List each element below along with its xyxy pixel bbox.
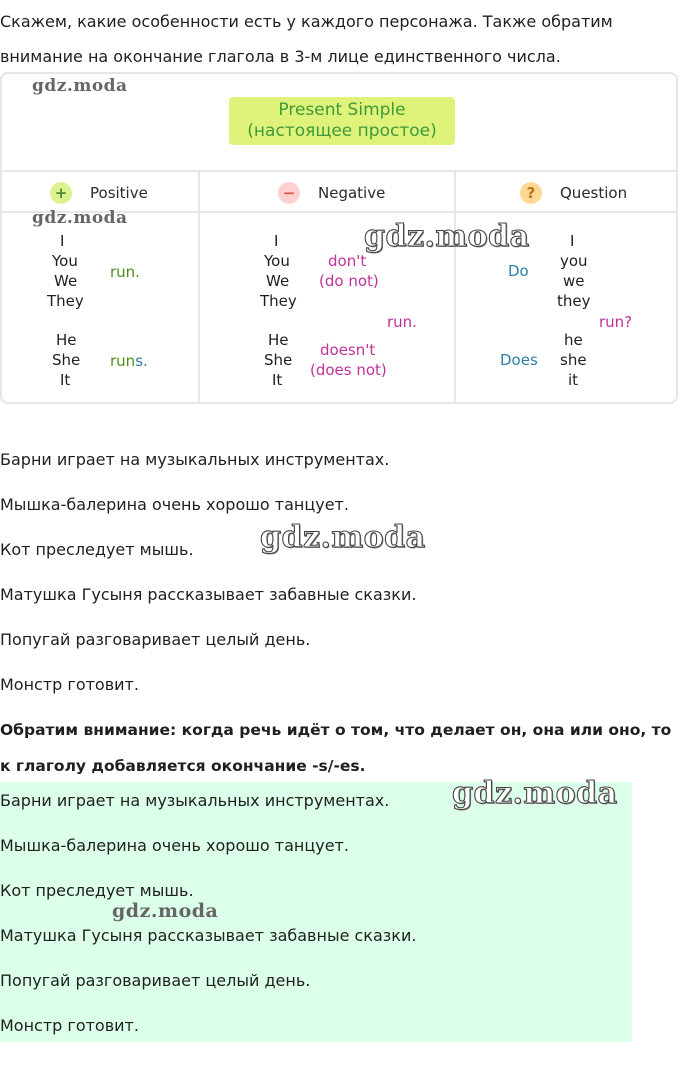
verb: run. — [110, 263, 140, 281]
watermark: gdz.moda — [364, 219, 530, 254]
sentence: Монстр готовит. — [0, 675, 139, 694]
table-title — [229, 97, 455, 145]
divider — [198, 171, 200, 404]
watermark: gdz.moda — [112, 900, 219, 922]
column-label: Positive — [90, 184, 148, 202]
pronoun: I — [570, 232, 575, 250]
column-header-negative — [278, 174, 385, 212]
pronoun: I — [274, 232, 279, 250]
verb-stem: run — [110, 352, 136, 370]
watermark: gdz.moda — [260, 520, 426, 555]
pronoun: he — [564, 331, 583, 349]
pronoun: I — [60, 232, 65, 250]
pronoun: We — [266, 272, 290, 290]
pronoun: she — [560, 351, 587, 369]
sentence: Кот преследует мышь. — [0, 540, 194, 559]
auxiliary: Does — [500, 351, 538, 369]
sentence: Мышка-балерина очень хорошо танцует. — [0, 495, 349, 514]
auxiliary-full: (do not) — [319, 272, 379, 290]
pronoun: It — [60, 371, 71, 389]
watermark: gdz.moda — [452, 776, 618, 811]
watermark: gdz.moda — [32, 208, 128, 228]
sentence-highlighted: Монстр готовит. — [0, 1016, 139, 1035]
pronoun: It — [272, 371, 283, 389]
sentence-highlighted: Матушка Гусыня рассказывает забавные сказки. — [0, 926, 417, 945]
intro-paragraph: Скажем, какие особенности есть у каждого персонажа. Также обратим внимание на окончание глагола в 3-м лице единственного числа. — [0, 12, 613, 66]
pronoun: We — [54, 272, 78, 290]
sentence-highlighted: Барни играет на музыкальных инструментах. — [0, 791, 390, 810]
plus-icon: + — [50, 182, 72, 204]
watermark: gdz.moda — [32, 76, 128, 96]
sentence: Барни играет на музыкальных инструментах. — [0, 450, 390, 469]
pronoun: They — [47, 292, 84, 310]
divider — [454, 171, 456, 404]
sentence: Матушка Гусыня рассказывает забавные сказки. — [0, 585, 417, 604]
grammar-note: Обратим внимание: когда речь идёт о том, что делает он, она или оно, то к глаголу добавляется окончание -s/-es. — [0, 721, 672, 775]
minus-icon: − — [278, 182, 300, 204]
sentence-highlighted: Попугай разговаривает целый день. — [0, 971, 311, 990]
auxiliary: Do — [508, 262, 529, 280]
pronoun: You — [264, 252, 290, 270]
verb: run? — [599, 313, 633, 331]
verb-with-ending — [110, 351, 148, 371]
auxiliary-full: (does not) — [310, 361, 387, 379]
pronoun: we — [563, 272, 585, 290]
question-icon: ? — [520, 182, 542, 204]
divider — [2, 170, 676, 172]
verb: run. — [387, 313, 417, 331]
verb-ending: s. — [135, 352, 148, 370]
pronoun: they — [557, 292, 591, 310]
pronoun: He — [268, 331, 289, 349]
pronoun: They — [260, 292, 297, 310]
column-label: Question — [560, 184, 628, 202]
column-header-question — [520, 174, 627, 212]
pronoun: She — [52, 351, 81, 369]
table-title-line2: (настоящее простое) — [247, 121, 437, 141]
auxiliary: doesn't — [320, 341, 376, 359]
pronoun: it — [568, 371, 579, 389]
sentence: Попугай разговаривает целый день. — [0, 630, 311, 649]
pronoun: He — [56, 331, 77, 349]
pronoun: She — [264, 351, 293, 369]
sentence-highlighted: Кот преследует мышь. — [0, 881, 194, 900]
column-label: Negative — [318, 184, 386, 202]
highlighted-block — [0, 782, 632, 1042]
pronoun: You — [52, 252, 78, 270]
present-simple-table — [0, 72, 678, 404]
auxiliary: don't — [328, 252, 367, 270]
pronoun: you — [560, 252, 588, 270]
column-header-positive — [50, 174, 148, 212]
sentence-highlighted: Мышка-балерина очень хорошо танцует. — [0, 836, 349, 855]
table-title-line1: Present Simple — [278, 100, 406, 120]
